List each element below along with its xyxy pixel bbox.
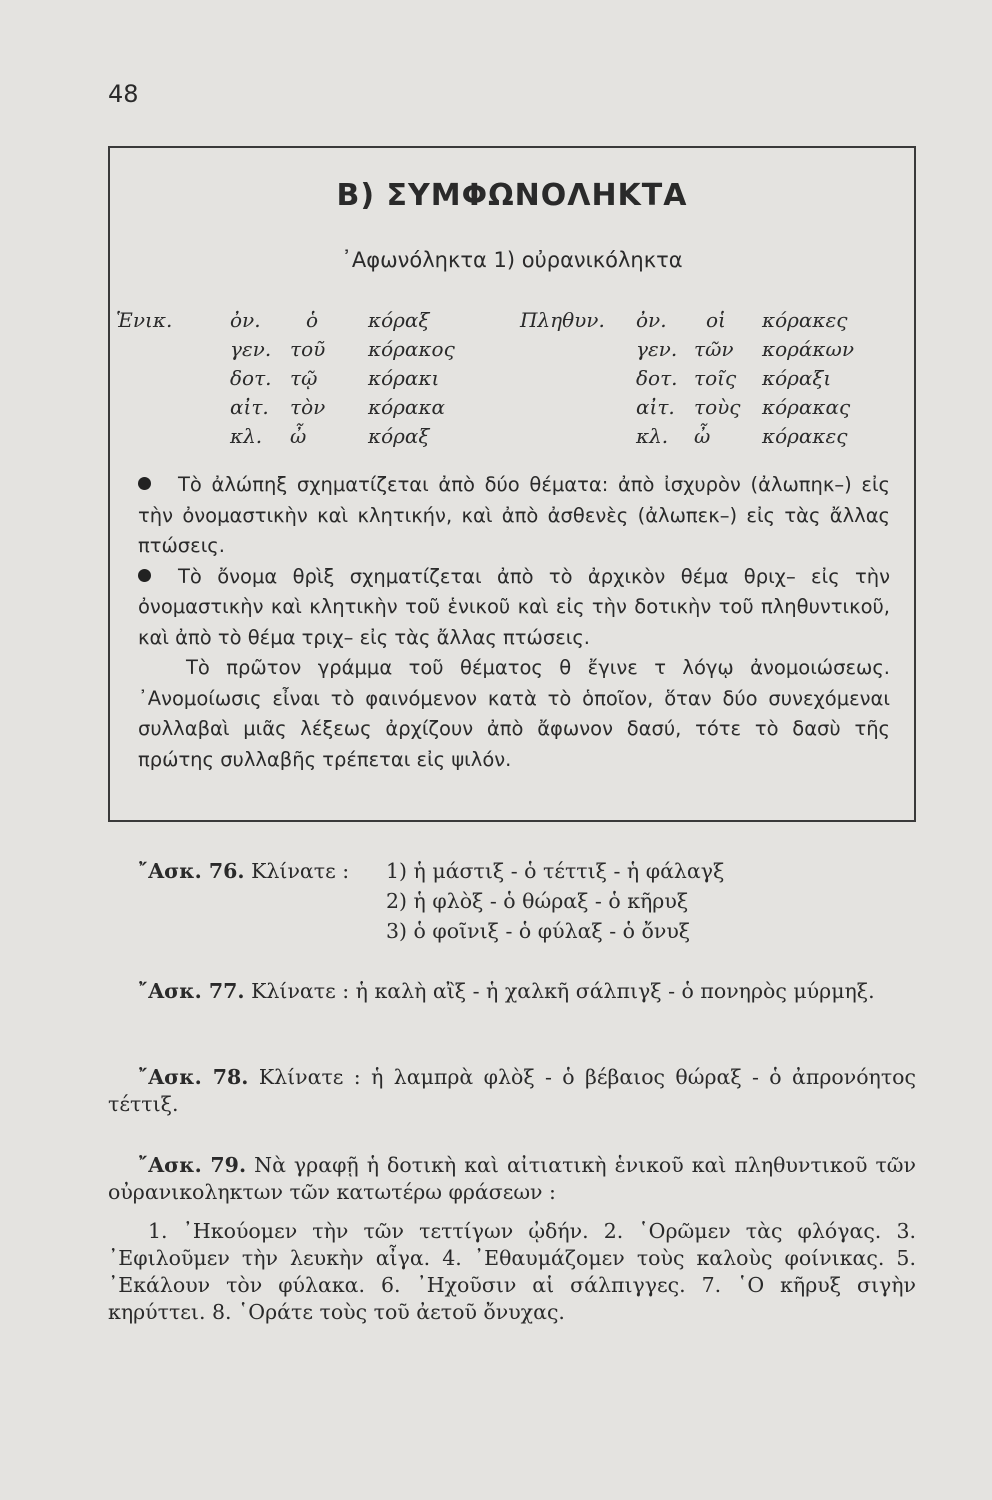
exercise-line: 3) ὁ φοῖνιξ - ὁ φύλαξ - ὁ ὄνυξ bbox=[386, 919, 691, 943]
noun-form: κοράκων bbox=[762, 337, 855, 361]
case-label: δοτ. bbox=[230, 366, 272, 390]
article: οἱ bbox=[706, 308, 726, 332]
exercise-79 bbox=[108, 1152, 916, 1206]
section-title: Β) ΣΥΜΦΩΝΟΛΗΚΤΑ bbox=[336, 178, 688, 213]
exercise-instruction: Κλίνατε : bbox=[251, 859, 350, 883]
case-label: ὀν. bbox=[230, 308, 261, 332]
noun-form: κόρακες bbox=[762, 424, 848, 448]
article: τοῖς bbox=[694, 366, 737, 390]
exercise-sentences bbox=[108, 1218, 916, 1326]
exercise-76 bbox=[108, 858, 916, 948]
section-subtitle: ᾿Αφωνόληκτα 1) οὐρανικόληκτα bbox=[341, 248, 683, 272]
article: τὸν bbox=[290, 395, 326, 419]
exercise-line: 2) ἡ φλὸξ - ὁ θώραξ - ὁ κῆρυξ bbox=[386, 889, 689, 913]
noun-form: κόρακες bbox=[762, 308, 848, 332]
case-label: κλ. bbox=[230, 424, 263, 448]
exercise-77 bbox=[108, 978, 916, 1005]
bullet-icon bbox=[138, 477, 151, 490]
bullet-icon bbox=[138, 569, 151, 582]
noun-form: κόρακα bbox=[368, 395, 446, 419]
exercise-label: ῎Ασκ. 78. bbox=[138, 1065, 249, 1089]
article: ὦ bbox=[694, 424, 711, 448]
case-label: αἰτ. bbox=[230, 395, 269, 419]
exercise-text: Κλίνατε : ἡ καλὴ αἲξ - ἡ χαλκῆ σάλπιγξ - ὁ πονηρὸς μύρμηξ. bbox=[251, 979, 875, 1003]
noun-form: κόρακας bbox=[762, 395, 851, 419]
article: ὁ bbox=[306, 308, 319, 332]
exercise-label: ῎Ασκ. 76. bbox=[138, 859, 245, 883]
article: ὦ bbox=[290, 424, 307, 448]
noun-form: κόρακος bbox=[368, 337, 455, 361]
plural-label: Πληθυν. bbox=[520, 308, 605, 332]
case-label: κλ. bbox=[636, 424, 669, 448]
noun-form: κόραξ bbox=[368, 424, 430, 448]
note-paragraph: Τὸ πρῶτον γράμμα τοῦ θέματος θ ἔγινε τ λόγῳ ἀνομοιώσεως. ᾿Ανομοίωσις εἶναι τὸ φαινόμενον κατὰ τὸ ὁποῖον, ὅταν δύο συνεχόμεναι συλλαβαὶ μιᾶς λέξεως ἀρχίζουν ἀπὸ ἄφωνον δασύ, τότε τὸ δασὺ τῆς πρώτης συλλαβῆς τρέπεται εἰς ψιλόν. bbox=[138, 656, 890, 771]
case-label: γεν. bbox=[230, 337, 272, 361]
noun-form: κόρακι bbox=[368, 366, 440, 390]
article: τῶν bbox=[694, 337, 734, 361]
case-label: δοτ. bbox=[636, 366, 678, 390]
page-number: 48 bbox=[108, 80, 139, 108]
grammar-box bbox=[108, 146, 916, 822]
exercise-label: ῎Ασκ. 77. bbox=[138, 979, 245, 1003]
noun-form: κόραξ bbox=[368, 308, 430, 332]
case-label: αἰτ. bbox=[636, 395, 675, 419]
exercise-78 bbox=[108, 1064, 916, 1118]
note-paragraph: Τὸ ὄνομα θρὶξ σχηματίζεται ἀπὸ τὸ ἀρχικὸν θέμα θριχ– εἰς τὴν ὀνομαστικὴν καὶ κλητικὴν τοῦ ἑνικοῦ καὶ εἰς τὴν δοτικὴν τοῦ πληθυντικοῦ, καὶ ἀπὸ τὸ θέμα τριχ– εἰς τὰς ἄλλας πτώσεις. bbox=[138, 564, 890, 649]
exercise-text: Νὰ γραφῇ ἡ δοτικὴ καὶ αἰτιατικὴ ἑνικοῦ καὶ πληθυντικοῦ τῶν οὐρανικοληκτων τῶν κατωτέρω φράσεων : bbox=[108, 1153, 916, 1204]
article: τοὺς bbox=[694, 395, 741, 419]
case-label: ὀν. bbox=[636, 308, 667, 332]
grammar-notes bbox=[138, 470, 890, 775]
exercise-text: Κλίνατε : ἡ λαμπρὰ φλὸξ - ὁ βέβαιος θώραξ - ὁ ἀπρονόητος τέττιξ. bbox=[108, 1065, 916, 1116]
note-paragraph: Τὸ ἀλώπηξ σχηματίζεται ἀπὸ δύο θέματα: ἀπὸ ἰσχυρὸν (ἀλωπηκ–) εἰς τὴν ὀνομαστικὴν καὶ κλητικήν, καὶ ἀπὸ ἀσθενὲς (ἀλωπεκ–) εἰς τὰς ἄλλας πτώσεις. bbox=[138, 473, 890, 557]
exercise-label: ῎Ασκ. 79. bbox=[138, 1153, 247, 1177]
article: τοῦ bbox=[290, 337, 326, 361]
article: τῷ bbox=[290, 366, 318, 390]
singular-label: Ἑνικ. bbox=[116, 308, 173, 332]
noun-form: κόραξι bbox=[762, 366, 832, 390]
exercise-line: 1) ἡ μάστιξ - ὁ τέττιξ - ἡ φάλαγξ bbox=[386, 859, 725, 883]
sentences-paragraph: 1. ᾿Ηκούομεν τὴν τῶν τεττίγων ᾠδήν. 2. ῾Ορῶμεν τὰς φλόγας. 3. ᾿Εφιλοῦμεν τὴν λευκὴν αἶγα. 4. ᾿Εθαυμάζομεν τοὺς καλοὺς φοίνικας. 5. ᾿Εκάλουν τὸν φύλακα. 6. ᾿Ηχοῦσιν αἱ σάλπιγγες. 7. ῾Ο κῆρυξ σιγὴν κηρύττει. 8. ῾Οράτε τοὺς τοῦ ἀετοῦ ὄνυχας. bbox=[108, 1219, 916, 1324]
case-label: γεν. bbox=[636, 337, 678, 361]
declension-table bbox=[110, 308, 914, 468]
